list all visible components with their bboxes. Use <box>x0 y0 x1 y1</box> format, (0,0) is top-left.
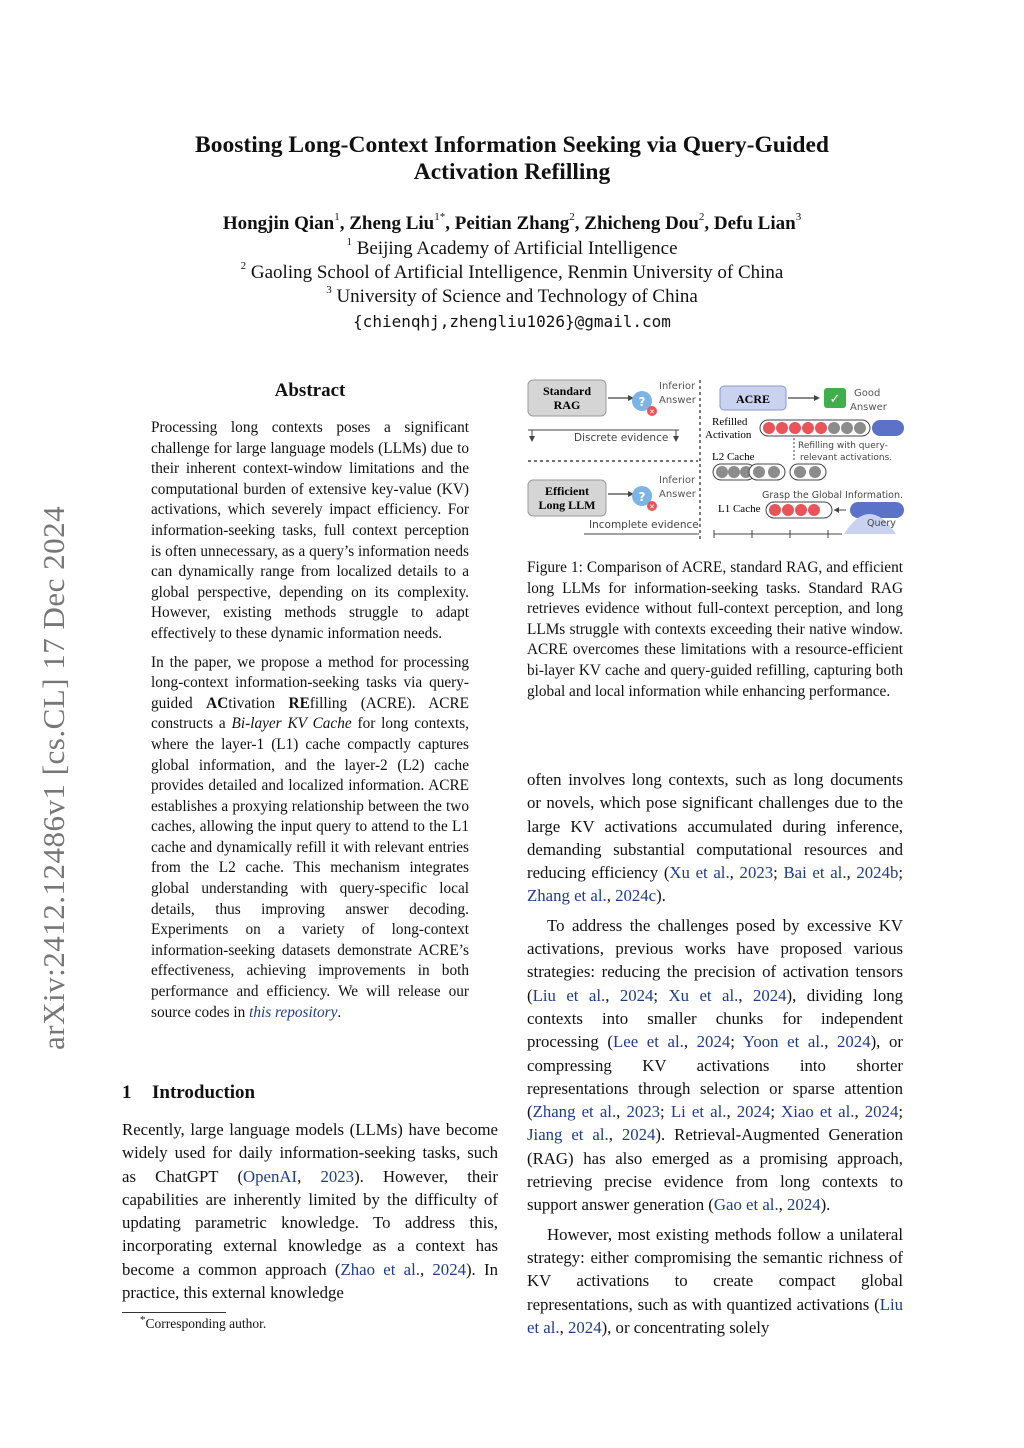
title-line-2: Activation Refilling <box>413 159 611 185</box>
affiliation-sup: 3 <box>326 284 332 296</box>
citation-link[interactable]: Yoon et al. <box>742 1032 825 1052</box>
text-run: , <box>297 1166 321 1186</box>
citation-link[interactable]: 2024c <box>615 886 657 906</box>
text-run: tivation <box>228 694 289 712</box>
activation-label: Activation <box>705 429 752 441</box>
citation-link[interactable]: Jiang et al. <box>527 1125 609 1145</box>
text-run: ). However, their capabilities are inherently limited by the difficulty of updating parametric knowledge. To address this, incorporating external knowledge as a context has become a common approach ( <box>122 1166 498 1279</box>
citation-link[interactable]: 2024b <box>856 863 899 883</box>
citation-link[interactable]: 2024 <box>787 1195 821 1215</box>
activation-dot <box>841 422 853 434</box>
answer-label: Answer <box>659 395 696 406</box>
cross-glyph: ✕ <box>649 408 655 416</box>
acre-label: ACRE <box>735 392 771 406</box>
query-label: Query <box>867 518 896 529</box>
citation-link[interactable]: Zhao et al. <box>340 1259 420 1279</box>
bold-run: RE <box>288 694 310 712</box>
activation-dot <box>789 422 801 434</box>
footnote-mark: * <box>140 1314 146 1326</box>
citation-link[interactable]: 2024 <box>432 1259 466 1279</box>
citation-link[interactable]: Zhang et al. <box>532 1102 617 1122</box>
efficient-llm-label: Long LLM <box>538 498 596 512</box>
citation-link[interactable]: OpenAI <box>243 1166 298 1186</box>
intro-paragraph-1 <box>122 1118 498 1304</box>
arrow-head <box>834 507 839 513</box>
text-run: ). In practice, this external knowledge <box>122 1259 498 1303</box>
repository-link[interactable]: this repository <box>249 1003 338 1021</box>
activation-dot <box>815 422 827 434</box>
author-sup: 2 <box>569 211 575 223</box>
author-sup: 3 <box>795 211 802 223</box>
text-run: often involves long contexts, such as long documents or novels, which pose significant challenges due to the large KV activations accumulated during inference, demanding substantial computational resources and reducing efficiency ( <box>527 770 903 883</box>
paper-title <box>120 132 904 186</box>
text-run: In the paper, we propose a method for processing long-context information-seeking tasks via query-guided <box>151 653 469 712</box>
l2-dot <box>794 466 806 478</box>
l2-dot <box>768 466 780 478</box>
intro-paragraph <box>122 1118 498 1304</box>
inferior-label: Inferior <box>659 475 696 486</box>
citation-link[interactable]: 2024 <box>752 985 787 1005</box>
l2-cache-label: L2 Cache <box>712 451 755 463</box>
footnote-text: Corresponding author. <box>145 1316 267 1331</box>
citation-link[interactable]: 2024 <box>568 1317 602 1337</box>
text-run: filling (ACRE). ACRE constructs a <box>151 694 469 733</box>
author-sup: 1 <box>334 211 340 223</box>
footnote <box>140 1316 266 1332</box>
activation-dot <box>763 422 775 434</box>
l2-dot <box>716 466 728 478</box>
author-sup: 2 <box>698 211 705 223</box>
contact-email: {chienqhj,zhengliu1026}@gmail.com <box>353 312 671 331</box>
abstract-paragraph-2 <box>151 653 469 1024</box>
citation-link[interactable]: 2024 <box>864 1102 899 1122</box>
arrow-head <box>673 436 679 442</box>
affiliation-text: Beijing Academy of Artificial Intelligence <box>356 238 678 259</box>
citation-link[interactable]: Lee et al. <box>613 1032 684 1052</box>
body-paragraph: To address the challenges posed by excessive KV activations, previous works have proposed various strategies: reducing the precision of activation tensors (Liu et al., 2024; Xu et al., 2024), dividing long contexts into smaller chunks for independent processing (Lee et al., 2024; Yoon et al., 2024), or compressing KV activations into shorter representations through selection or sparse attention (Zhang et al., 2023; Li et al., 2024; Xiao et al., 2024; Jiang et al., 2024). Retrieval-Augmented Generation (RAG) has also emerged as a promising approach, retrieving precise evidence from long contexts to support answer generation (Gao et al., 2024). <box>527 915 904 1215</box>
citation-link[interactable]: 2023 <box>626 1102 661 1122</box>
affiliation-sup: 2 <box>240 260 247 272</box>
author-list: Hongjin Qian$^1$, Zheng Liu$^{1*}$, Peitian Zhang$^2$, Zhicheng Dou$^2$, Defu Lian$^3$ <box>222 211 802 234</box>
good-label: Good <box>854 388 881 399</box>
affiliation <box>120 262 904 284</box>
citation-link[interactable]: Xiao et al. <box>781 1102 855 1122</box>
section-title: Introduction <box>152 1082 256 1103</box>
grasp-note: Grasp the Global Information. <box>762 490 904 501</box>
citation-link[interactable]: Bai et al. <box>783 863 847 883</box>
author-name: Peitian Zhang <box>454 213 570 234</box>
standard-rag-label: Standard <box>542 384 592 398</box>
author-sup: 1* <box>434 211 446 223</box>
text-run: ), or compressing KV activations into shorter representations through selection or sparse attention ( <box>527 1032 903 1122</box>
l1-dot <box>782 504 794 516</box>
abstract-body <box>151 418 469 1031</box>
affiliation <box>120 286 904 308</box>
citation-link[interactable]: Zhang et al. <box>527 886 607 906</box>
author-name: Defu Lian <box>713 213 796 234</box>
citation-link[interactable]: 2024 <box>696 1032 731 1052</box>
abstract-heading: Abstract <box>274 380 346 401</box>
activation-dot <box>828 422 840 434</box>
text-run: ), or concentrating solely <box>601 1317 770 1337</box>
arrow-head <box>814 395 820 401</box>
text-run: ), dividing long contexts into smaller chunks for independent processing ( <box>527 985 903 1052</box>
abstract-paragraph-1: Processing long contexts poses a significant challenge for large language models (LLMs) due to their inherent context-window limitations and the computational burden of extensive key-value (KV) activations, which severely impact efficiency. For information-seeking tasks, full context perception is often unnecessary, as a query’s information needs can dynamically range from localized details to a global perspective, depending on its complexity. However, existing methods struggle to adapt effectively to these dynamic information needs. <box>151 419 469 642</box>
affiliation <box>120 238 904 260</box>
citation-link[interactable]: 2024 <box>619 985 654 1005</box>
query-pill <box>850 502 904 518</box>
check-glyph: ✓ <box>829 392 841 407</box>
citation-link[interactable]: 2024 <box>621 1125 656 1145</box>
affiliation-sup: 1 <box>346 236 352 248</box>
inferior-label: Inferior <box>659 381 696 392</box>
activation-dot <box>802 422 814 434</box>
citation-link[interactable]: Xu et al. <box>668 985 739 1005</box>
text-run: , <box>419 1259 433 1279</box>
l2-dot <box>753 466 765 478</box>
activation-dot <box>854 422 866 434</box>
body-paragraph: However, most existing methods follow a unilateral strategy: either compromising the semantic richness of KV activations to create compact global representations, such as with quantized activations (Liu et al., 2024), or concentrating solely <box>527 1224 903 1337</box>
refill-note: relevant activations. <box>800 453 893 463</box>
citation-link[interactable]: 2024 <box>837 1032 871 1052</box>
standard-rag-label: RAG <box>553 398 581 412</box>
l1-dot <box>769 504 781 516</box>
affiliation-text: University of Science and Technology of China <box>336 286 698 307</box>
section-heading <box>122 1082 255 1104</box>
section-number: 1 <box>122 1082 132 1103</box>
arxiv-identifier: arXiv:2412.12486v1 [cs.CL] 17 Dec 2024 <box>36 505 71 1050</box>
question-mark-glyph: ? <box>638 490 646 504</box>
text-run: ). Retrieval-Augmented Generation (RAG) has also emerged as a promising approach, retrieving precise evidence from long contexts to support answer generation ( <box>527 1125 904 1215</box>
incomplete-evidence-label: Incomplete evidence <box>589 519 699 531</box>
efficient-llm-label: Efficient <box>545 484 589 498</box>
figure-1-caption: Figure 1: Comparison of ACRE, standard RAG, and efficient long LLMs for information-seeking tasks. Standard RAG retrieves evidence without full-context perception, and long LLMs struggle with contexts exceeding their native window. ACRE overcomes these limitations with a resource-efficient bi-layer KV cache and query-guided refilling, capturing both global and local information while enhancing performance. <box>527 559 903 700</box>
citation-link[interactable]: Xu et al. <box>669 863 730 883</box>
body-paragraph: often involves long contexts, such as long documents or novels, which pose significant challenges due to the large KV activations accumulated during inference, demanding substantial computational resources and reducing efficiency (Xu et al., 2023; Bai et al., 2024b; Zhang et al., 2024c). <box>527 770 904 906</box>
italic-run: Bi-layer KV Cache <box>231 715 352 733</box>
arrow-head <box>529 436 535 442</box>
citation-link[interactable]: 2023 <box>739 863 774 883</box>
right-column-text <box>527 768 903 1345</box>
text-run: However, most existing methods follow a unilateral strategy: either compromising the semantic richness of KV activations to create compact global representations, such as with quantized activations ( <box>527 1224 903 1314</box>
author-name: Zheng Liu <box>349 213 435 234</box>
text-run: Recently, large language models (LLMs) have become widely used for daily information-seeking tasks, such as ChatGPT ( <box>122 1120 498 1186</box>
l2-dot <box>728 466 740 478</box>
cross-glyph: ✕ <box>649 503 655 511</box>
author-name: Hongjin Qian <box>222 213 335 234</box>
question-mark-glyph: ? <box>638 395 646 409</box>
discrete-evidence-label: Discrete evidence <box>574 432 669 444</box>
query-pill <box>872 420 904 436</box>
citation-link[interactable]: 2024 <box>736 1102 771 1122</box>
bold-run: AC <box>206 694 229 712</box>
activation-dot <box>776 422 788 434</box>
refilled-label: Refilled <box>712 416 748 428</box>
l1-dot <box>808 504 820 516</box>
figure-1-diagram <box>524 376 906 542</box>
answer-label: Answer <box>659 489 696 500</box>
citation-link[interactable]: Liu et al. <box>532 985 606 1005</box>
text-run: . <box>337 1003 342 1021</box>
citation-link[interactable]: 2023 <box>320 1166 355 1186</box>
citation-link[interactable]: Liu et al. <box>527 1294 903 1337</box>
l1-cache-label: L1 Cache <box>718 503 761 515</box>
author-name: Zhicheng Dou <box>584 213 699 234</box>
refill-note: Refilling with query- <box>798 441 888 451</box>
citation-link[interactable]: Li et al. <box>670 1102 727 1122</box>
text-run: To address the challenges posed by excessive KV activations, previous works have proposed various strategies: reducing the precision of activation tensors ( <box>527 915 903 1005</box>
good-answer-label: Answer <box>850 402 887 413</box>
title-line-1: Boosting Long-Context Information Seeking via Query-Guided <box>195 132 829 158</box>
citation-link[interactable]: Gao et al. <box>713 1195 779 1215</box>
footnote-rule <box>122 1312 226 1313</box>
l2-dot <box>809 466 821 478</box>
text-run: for long contexts, where the layer-1 (L1) cache compactly captures global information, and the layer-2 (L2) cache provides detailed and localized information. ACRE establishes a proxying relationship between the two caches, allowing the input query to attend to the L1 cache and dynamically refill it with relevant entries from the L2 cache. This mechanism integrates global understanding with query-specific local details, thus improving answer decoding. Experiments on a variety of long-context information-seeking datasets demonstrate ACRE’s effectiveness, achieving improvements in both performance and efficiency. We will release our source codes in <box>151 715 470 1021</box>
affiliation-text: Gaoling School of Artificial Intelligence, Renmin University of China <box>250 262 784 283</box>
l1-dot <box>795 504 807 516</box>
